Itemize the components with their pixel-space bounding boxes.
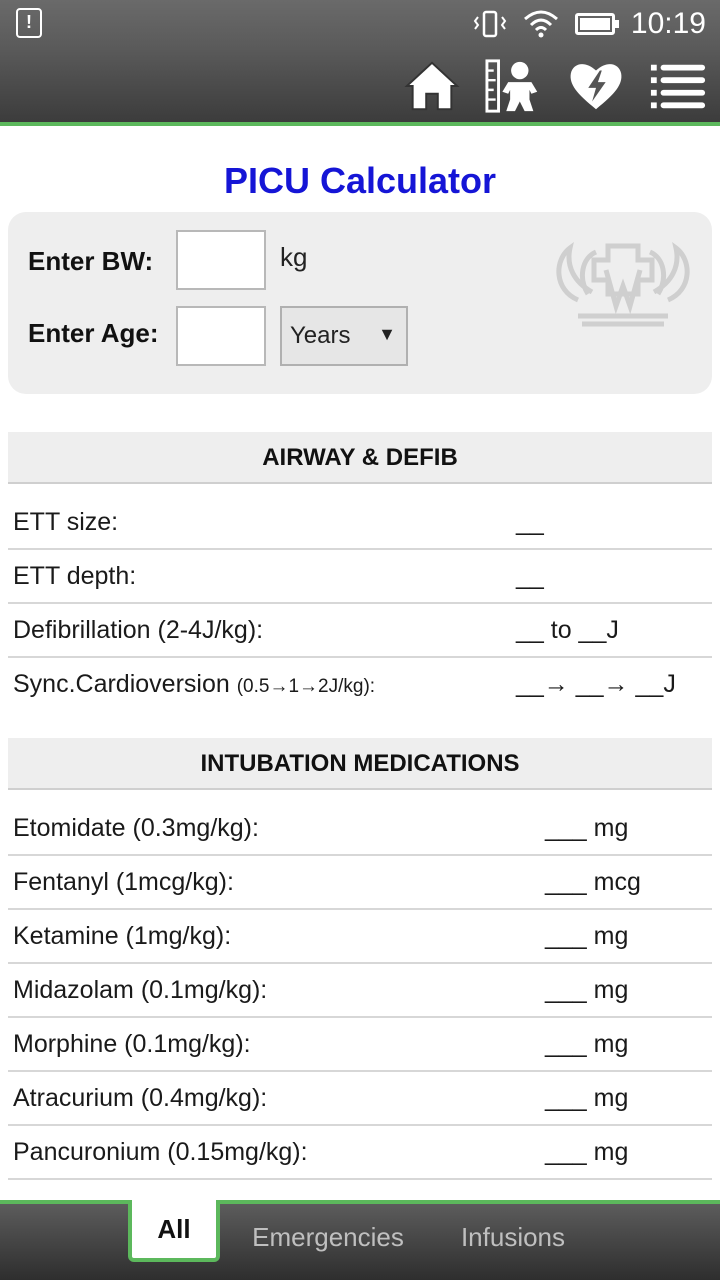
- bottom-tab-bar: [0, 1200, 720, 1280]
- table-row: [8, 550, 712, 604]
- row-label: Etomidate (0.3mg/kg):: [13, 814, 259, 842]
- table-row: [8, 1126, 712, 1180]
- vibrate-icon: [473, 9, 507, 39]
- heart-defib-icon[interactable]: [566, 57, 626, 115]
- row-value: __→ __→ __J: [516, 670, 676, 698]
- growth-chart-icon[interactable]: [484, 57, 544, 115]
- row-value: ___ mg: [545, 1030, 629, 1058]
- status-time: 10:19: [630, 7, 706, 40]
- row-label: Defibrillation (2-4J/kg):: [13, 616, 264, 644]
- table-row: [8, 856, 712, 910]
- bw-label: Enter BW:: [28, 246, 154, 276]
- intubation-medications-header: INTUBATION MEDICATIONS: [8, 738, 712, 790]
- page-title: PICU Calculator: [223, 160, 497, 201]
- row-value: __: [516, 562, 544, 590]
- row-label: Pancuronium (0.15mg/kg):: [13, 1138, 308, 1166]
- row-value: ___ mg: [545, 814, 629, 842]
- age-input[interactable]: [176, 306, 266, 366]
- table-row: [8, 1072, 712, 1126]
- row-label: Sync.Cardioversion (0.5→1→2J/kg):: [13, 670, 376, 698]
- table-row: [8, 1018, 712, 1072]
- dropdown-arrow-icon: ▼: [378, 324, 396, 344]
- status-bar: [473, 6, 706, 42]
- age-unit-value: Years: [290, 322, 351, 349]
- row-value: __: [516, 508, 544, 536]
- age-label: Enter Age:: [28, 318, 159, 348]
- bw-unit: kg: [280, 242, 308, 272]
- table-row: [8, 604, 712, 658]
- row-label: ETT size:: [13, 508, 119, 536]
- input-panel: [8, 212, 712, 394]
- table-row: [8, 496, 712, 550]
- age-unit-select[interactable]: [280, 306, 408, 366]
- row-value: ___ mg: [545, 1138, 629, 1166]
- table-row: [8, 802, 712, 856]
- tab-infusions[interactable]: Infusions: [460, 1221, 566, 1252]
- tab-emergencies[interactable]: Emergencies: [252, 1221, 404, 1252]
- home-icon[interactable]: [402, 57, 462, 115]
- row-label: ETT depth:: [13, 562, 137, 590]
- row-label: Atracurium (0.4mg/kg):: [13, 1084, 268, 1112]
- row-value: ___ mg: [545, 1084, 629, 1112]
- row-label: Morphine (0.1mg/kg):: [13, 1030, 251, 1058]
- menu-icon[interactable]: [648, 57, 708, 115]
- airway-defib-header: AIRWAY & DEFIB: [8, 432, 712, 484]
- row-label: Ketamine (1mg/kg):: [13, 922, 232, 950]
- bw-input[interactable]: [176, 230, 266, 290]
- tab-all[interactable]: All: [128, 1200, 220, 1262]
- row-value: ___ mcg: [545, 868, 641, 896]
- table-row: [8, 964, 712, 1018]
- row-label: Fentanyl (1mcg/kg):: [13, 868, 234, 896]
- alert-notification-icon: !: [16, 8, 42, 38]
- row-value: ___ mg: [545, 976, 629, 1004]
- toolbar: [402, 56, 708, 116]
- row-value: ___ mg: [545, 922, 629, 950]
- row-label: Midazolam (0.1mg/kg):: [13, 976, 268, 1004]
- scroll-fade: [8, 1180, 712, 1200]
- table-row: [8, 910, 712, 964]
- row-value: __ to __J: [516, 616, 619, 644]
- wifi-icon: [523, 9, 559, 39]
- battery-icon: [575, 13, 615, 35]
- hospital-crest-logo-icon: [548, 230, 698, 330]
- app-header: [0, 0, 720, 126]
- table-row: [8, 658, 712, 712]
